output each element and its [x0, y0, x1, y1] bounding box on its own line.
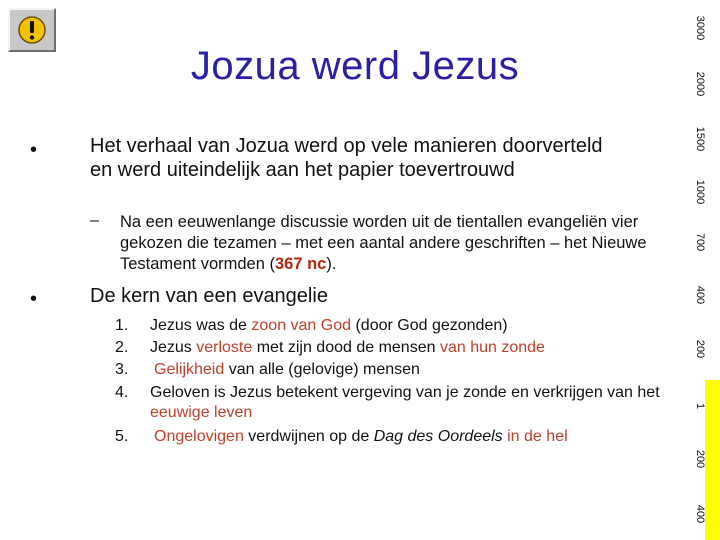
- item-5-highlight-2: in de hel: [507, 428, 568, 445]
- item-1-text: [150, 316, 670, 336]
- timeline-label-text: 200: [693, 339, 706, 359]
- item-4-number: 4.: [115, 384, 129, 401]
- item-5-number: 5.: [115, 428, 129, 445]
- sub-bullet-text: [120, 212, 675, 275]
- item-3-text: [154, 360, 674, 380]
- sub-bullet-marker: –: [90, 212, 99, 229]
- timeline-label-text: 2000: [693, 71, 706, 97]
- item-2-a: Jezus: [150, 339, 197, 356]
- timeline-sidebar: [680, 0, 720, 540]
- bullet-marker-2: •: [30, 288, 38, 310]
- timeline-label-3000[interactable]: [680, 15, 720, 41]
- timeline-label-400ad[interactable]: [680, 504, 720, 524]
- timeline-label-text: 400: [693, 285, 706, 305]
- slide-title: Jozua werd Jezus: [190, 44, 520, 88]
- timeline-label-200ad[interactable]: [680, 449, 720, 469]
- timeline-label-text: 1000: [693, 179, 706, 205]
- timeline-label-1500[interactable]: [680, 126, 720, 152]
- timeline-label-2000[interactable]: [680, 71, 720, 97]
- timeline-label-200[interactable]: [680, 339, 720, 359]
- item-5-b: verdwijnen op de: [243, 428, 374, 445]
- warning-exclamation-icon: [17, 15, 47, 45]
- item-1-number: 1.: [115, 317, 129, 334]
- item-3-number: 3.: [115, 361, 129, 378]
- item-1-highlight: zoon van God: [251, 317, 352, 334]
- item-2-number: 2.: [115, 339, 129, 356]
- sub-bullet-text-part2: ).: [326, 255, 337, 273]
- item-5-text: [154, 427, 674, 447]
- bullet-marker-1: •: [30, 139, 38, 161]
- item-2-highlight-1: verloste: [196, 339, 253, 356]
- timeline-label-text: 3000: [693, 15, 706, 41]
- timeline-label-text: 400: [693, 504, 706, 524]
- item-2-text: [150, 338, 670, 358]
- item-5-italic: Dag des Oordeels: [373, 428, 503, 445]
- item-1-c: (door God gezonden): [351, 317, 508, 334]
- timeline-label-text: 200: [693, 449, 706, 469]
- item-1-a: Jezus was de: [150, 317, 252, 334]
- sub-bullet-date: 367 nc: [274, 255, 327, 273]
- item-4-a: Geloven is Jezus betekent vergeving van je zonde en verkrijgen van het: [150, 384, 660, 401]
- timeline-label-text: 700: [693, 232, 706, 252]
- timeline-label-1[interactable]: [680, 400, 720, 412]
- item-5-highlight-1: Ongelovigen: [154, 428, 244, 445]
- item-4-highlight: eeuwige leven: [150, 404, 253, 421]
- bullet-2-text: De kern van een evangelie: [90, 285, 328, 307]
- timeline-label-text: 1: [694, 402, 706, 410]
- bullet-1-text: Het verhaal van Jozua werd op vele manieren doorverteld en werd uiteindelijk aan het papier toevertrouwd: [90, 135, 603, 181]
- timeline-label-400[interactable]: [680, 285, 720, 305]
- item-2-c: met zijn dood de mensen: [252, 339, 440, 356]
- timeline-label-text: 1500: [693, 126, 706, 152]
- item-2-highlight-2: van hun zonde: [439, 339, 545, 356]
- timeline-label-700[interactable]: [680, 232, 720, 252]
- item-3-b: van alle (gelovige) mensen: [224, 361, 420, 378]
- timeline-label-1000[interactable]: [680, 179, 720, 205]
- item-3-highlight: Gelijkheid: [154, 361, 225, 378]
- sub-bullet-text-part1: Na een eeuwenlange discussie worden uit de tientallen evangeliën vier gekozen die tezamen – met een aantal andere geschriften – het Nieuwe Testament vormden (: [120, 213, 647, 273]
- item-4-text: [150, 383, 670, 423]
